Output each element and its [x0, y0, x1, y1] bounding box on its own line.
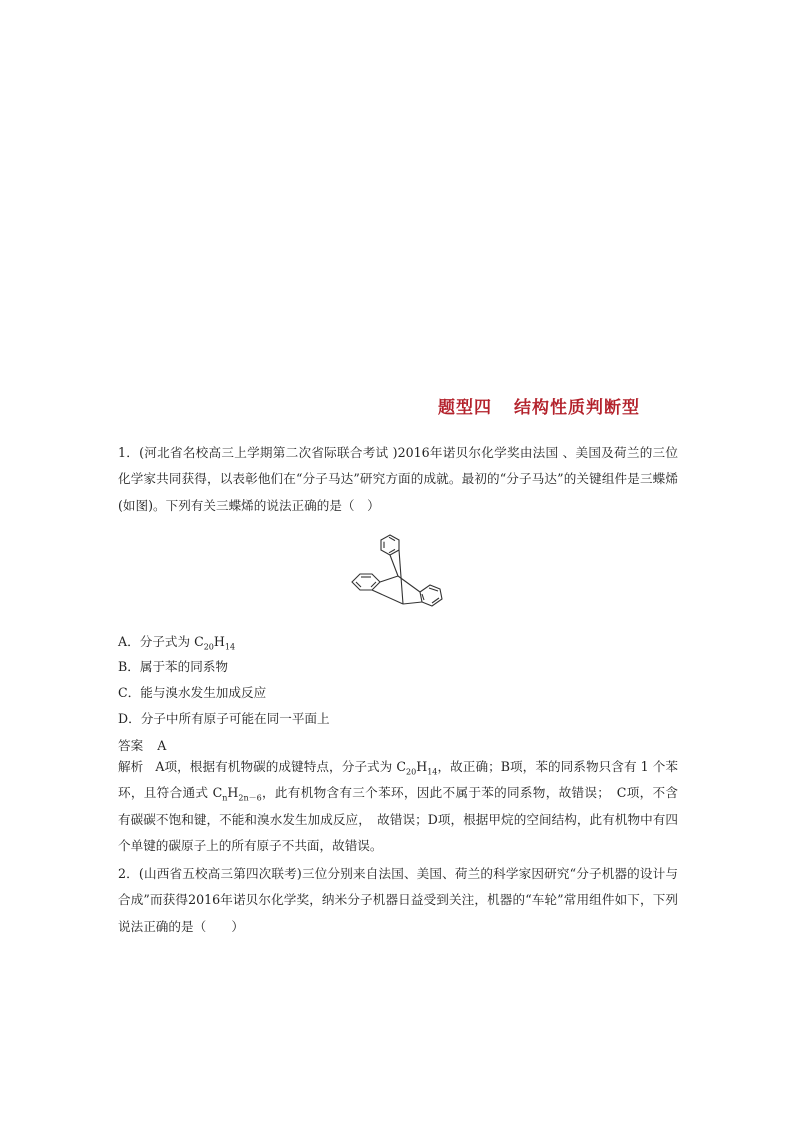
option-d: D．分子中所有原子可能在同一平面上 [118, 711, 330, 726]
option-c: C．能与溴水发生加成反应 [118, 685, 267, 700]
analysis-paragraph: 解析 A项，根据有机物碳的成键特点，分子式为 $C_{20}H_{14}$，故正确；B项，苯的同系物只含有 1 个苯环，且符合通式 $C_nH_{2n-6}$，此有机物含有三个苯环，因此不属于苯的同系物，故错误； C项，不含有碳碳不饱和键，不能和溴水发生加成反应， 故错误；D项，根据甲烷的空间结构，此有机物中有四个单键的碳原子上的所有原子不共面，故错误。 [118, 759, 679, 854]
answer-line [118, 735, 166, 754]
question-2 [118, 861, 678, 940]
question-2-text: (山西省五校高三第四次联考)三位分别来自法国、美国、荷兰的科学家因研究“分子机器的设计与合成”而获得2016年诺贝尔化学奖，纳米分子机器日益受到关注，机器的“车轮”常用组件如下，下列说法正确的是（ ） [118, 866, 679, 934]
question-2-number: 2． [118, 866, 139, 881]
question-1-number: 1． [118, 445, 140, 460]
section-title [438, 393, 640, 418]
triptycene-structure-diagram [341, 525, 451, 625]
option-a: A．分子式为 $C_{20}H_{14}$ [118, 634, 236, 652]
answer-value: A [157, 738, 167, 753]
question-1-text: (河北省名校高三上学期第二次省际联合考试 )2016年诺贝尔化学奖由法国 、美国及荷兰的三位化学家共同获得，以表彰他们在“分子马达”研究方面的成就。最初的“分子马达”的关键组件是三蝶烯(如图)。下列有关三蝶烯的说法正确的是（ ） [118, 445, 678, 513]
answer-label: 答案 [118, 738, 144, 753]
section-title-part1: 题型四 [438, 398, 492, 418]
question-1 [118, 440, 678, 519]
section-title-part2: 结构性质判断型 [514, 398, 640, 418]
analysis-label: 解析 [118, 759, 144, 774]
option-b: B．属于苯的同系物 [118, 659, 229, 674]
